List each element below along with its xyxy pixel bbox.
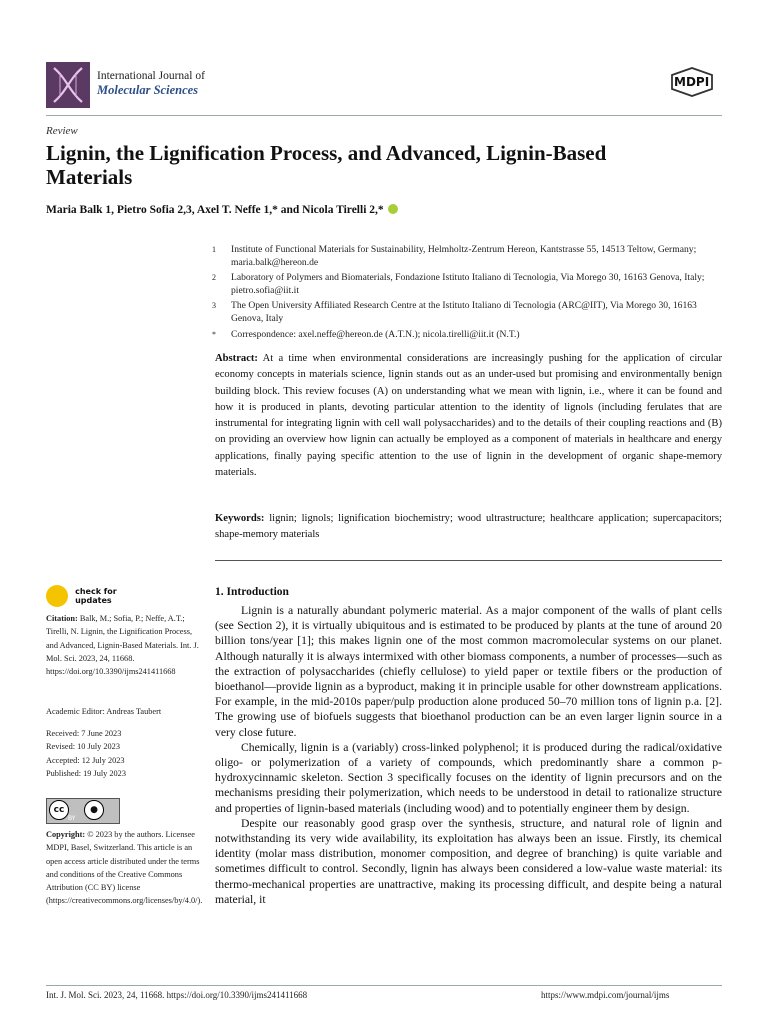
citation-text: Balk, M.; Sofia, P.; Neffe, A.T.; Tirelli, N. Lignin, the Lignification Process, and Advanced, Lignin-Based Materials. Int. J. Mol. Sci. 2023, 24, 11668. https://doi.org/10.3390/ijms241411668	[46, 614, 199, 677]
mdpi-logo	[666, 67, 718, 97]
affiliation-number: 3	[212, 301, 216, 311]
affiliation-text: Institute of Functional Materials for Sustainability, Helmholtz-Zentrum Hereon, Kantstrasse 55, 14513 Teltow, Germany; maria.balk@hereon.de	[231, 244, 697, 268]
check-line2: updates	[75, 596, 112, 605]
section-heading: 1. Introduction	[215, 586, 289, 598]
abstract	[215, 351, 722, 481]
affiliation-text: The Open University Affiliated Research Centre at the Istituto Italiano di Tecnologia (ARC@IIT), Via Morego 30, 16163 Genova, Italy	[231, 300, 697, 324]
affiliation-number: 1	[212, 245, 216, 254]
article-type: Review	[46, 125, 78, 137]
citation-label: Citation:	[46, 614, 78, 623]
by-person-icon: ●	[84, 800, 104, 820]
author-list	[46, 204, 399, 216]
keywords-text: lignin; lignols; lignification biochemistry; wood ultrastructure; healthcare application; supercapacitors; shape-memory materials	[215, 513, 722, 541]
publisher-name: MDPI	[674, 75, 710, 89]
affiliation-item	[212, 300, 722, 325]
affiliation-number: *	[212, 329, 216, 339]
copyright-block	[46, 828, 201, 908]
received-date: Received: 7 June 2023	[46, 729, 122, 738]
footer-citation[interactable]: Int. J. Mol. Sci. 2023, 24, 11668. https://doi.org/10.3390/ijms241411668	[46, 990, 308, 1000]
cc-icon: cc	[49, 800, 69, 820]
dna-helix-icon	[46, 62, 90, 108]
keywords-label: Keywords:	[215, 513, 265, 524]
cc-by-label: BY	[68, 815, 76, 822]
affiliation-item	[212, 272, 722, 297]
footer-divider	[46, 985, 722, 986]
correspondence	[212, 329, 722, 342]
affiliation-text: Laboratory of Polymers and Biomaterials, Fondazione Istituto Italiano di Tecnologia, Via Morego 30, 16163 Genova, Italy; pietro.sofia@iit.it	[231, 272, 705, 296]
published-date: Published: 19 July 2023	[46, 768, 126, 778]
article-title: Lignin, the Lignification Process, and Advanced, Lignin-Based Materials	[46, 141, 607, 189]
journal-name-line2: Molecular Sciences	[97, 83, 199, 97]
dates-block	[46, 727, 201, 780]
keywords	[215, 511, 722, 544]
journal-name-line1: International Journal of	[97, 70, 205, 82]
authors-text: Maria Balk 1, Pietro Sofia 2,3, Axel T. Neffe 1,* and Nicola Tirelli 2,*	[46, 204, 384, 216]
revised-date: Revised: 10 July 2023	[46, 742, 120, 752]
affiliation-text: Correspondence: axel.neffe@hereon.de (A.T.N.); nicola.tirelli@iit.it (N.T.)	[231, 328, 520, 340]
accepted-date: Accepted: 12 July 2023	[46, 755, 125, 765]
citation-block	[46, 612, 201, 678]
check-for-updates-badge[interactable]	[46, 585, 117, 607]
check-icon	[46, 585, 68, 607]
affiliations	[212, 244, 722, 344]
affiliation-item	[212, 244, 722, 269]
affiliation-number: 2	[212, 273, 216, 283]
journal-logo	[46, 62, 90, 108]
footer-journal-url[interactable]: https://www.mdpi.com/journal/ijms	[541, 990, 670, 1000]
check-for-updates-label	[75, 587, 117, 605]
abstract-divider	[215, 560, 722, 561]
journal-name	[97, 69, 205, 97]
academic-editor: Academic Editor: Andreas Taubert	[46, 707, 162, 716]
paragraph: Lignin is a naturally abundant polymeric material. As a major component of the walls of plant cells (see Section 2), it is virtually ubiquitous and is estimated to be produced by plants at the tune of around 20 billion tons/year [1]; this makes lignin one of the most common macromolecular systems on our planet. Although naturally it is always intermixed with other biomass components, a number of processes—such as the extraction of polysaccharides (chiefly cellulose) to yield paper or textile fibers or the production of bioethanol—provide lignin as a byproduct, making it in principle usable for other downstream applications. For example, in the mid-2010s paper/pulp production alone produced 50–70 million tons of lignin p.a. [2]. The growing use of biofuels suggests that bioethanol production can be an even larger lignin source in a very close future.	[215, 604, 722, 739]
abstract-text: At a time when environmental considerations are increasingly pushing for the application of circular economy concepts in materials science, lignin stands out as an under-used but promising and environmentally benign building block. This review focuses (A) on understanding what we mean with lignin, i.e., where it can be found and how it is produced in plants, devoting particular attention to the identity of lignols (including ferulates that are instrumental for integrating lignin with cell wall polysaccharides) and to the details of their coupling reactions and (B) on providing an overview how lignin can actually be employed as a component of materials in healthcare and energy applications, finally paying specific attention to the use of lignin in the development of organic shape-memory materials.	[215, 353, 722, 479]
abstract-label: Abstract:	[215, 353, 258, 364]
header-divider	[46, 115, 722, 116]
check-line1: check for	[75, 587, 117, 596]
paragraph: Despite our reasonably good grasp over the synthesis, structure, and natural role of lignin and notwithstanding its very wide availability, its exploitation has always been an issue. Firstly, its chemical identity (molar mass distribution, monomer composition, and degree of branching) is quite variable and sometimes difficult to control. Secondly, lignin has always been considered a low-value waste material: its thermo-mechanical properties are unattractive, making its processing difficult, and despite being a natural material, it	[215, 816, 722, 906]
copyright-label: Copyright:	[46, 830, 86, 839]
paragraph: Chemically, lignin is a (variably) cross-linked polyphenol; it is produced during the radical/oxidative oligo- or polymerization of a variety of compounds, which predominantly share a common p-hydroxycinnamic skeleton. Section 3 specifically focuses on the identity of lignin precursors and on the mechanisms presiding their polymerization, which needs to be understood in detail to rationalize structure and properties of lignin-based materials (including wood) and to potentially engineer them by design.	[215, 740, 722, 815]
orcid-icon[interactable]	[388, 204, 398, 214]
body-text	[215, 603, 722, 907]
copyright-text: © 2023 by the authors. Licensee MDPI, Basel, Switzerland. This article is an open access article distributed under the terms and conditions of the Creative Commons Attribution (CC BY) license (https://creativecommons.org/licenses/by/4.0/).	[46, 830, 203, 906]
